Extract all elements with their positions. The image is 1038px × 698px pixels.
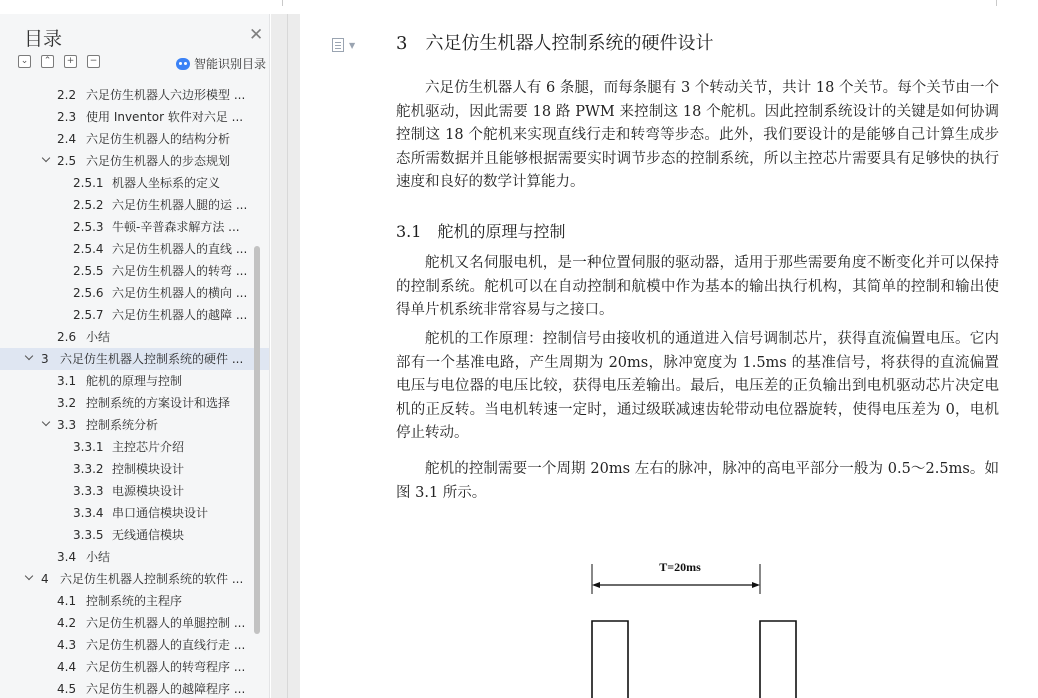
body-paragraph: 舵机的控制需要一个周期 20ms 左右的脉冲，脉冲的高电平部分一般为 0.5～2.5ms。如图 3.1 所示。 <box>396 461 999 501</box>
toc-item-number: 2.5.2 <box>73 198 104 212</box>
toc-item[interactable] <box>0 238 270 260</box>
toc-item[interactable] <box>0 304 270 326</box>
toc-item[interactable] <box>0 348 270 370</box>
toc-item[interactable] <box>0 568 270 590</box>
toc-item-number: 3.3.5 <box>73 528 104 542</box>
up-arrow-icon[interactable]: ⌃ <box>41 55 54 68</box>
toc-item-label: 牛顿-辛普森求解方法 ... <box>112 220 240 234</box>
chevron-down-icon[interactable] <box>42 156 50 164</box>
toc-item-label: 六足仿生机器人控制系统的硬件 ... <box>60 352 244 366</box>
toc-item-number: 3.3.2 <box>73 462 104 476</box>
toc-item-label: 六足仿生机器人的转弯程序 ... <box>86 660 246 674</box>
toc-item-number: 3.3 <box>57 418 77 432</box>
toc-item[interactable] <box>0 590 270 612</box>
chevron-down-icon[interactable]: ▼ <box>349 41 356 50</box>
divider <box>287 14 288 698</box>
chevron-down-icon[interactable] <box>25 354 33 362</box>
toc-item-label: 六足仿生机器人的越障 ... <box>112 308 248 322</box>
toc-item-label: 机器人坐标系的定义 <box>112 176 221 190</box>
toc-item-label: 六足仿生机器人的结构分析 <box>86 132 231 146</box>
chevron-down-icon[interactable] <box>42 420 50 428</box>
collapse-all-icon[interactable]: ⌄ <box>18 55 31 68</box>
section-title: 舵机的原理与控制 <box>437 222 566 241</box>
toc-item-number: 2.4 <box>57 132 77 146</box>
chapter-number: 3 <box>396 33 408 54</box>
toc-item[interactable] <box>0 414 270 436</box>
toc-item[interactable] <box>0 326 270 348</box>
toc-item-number: 2.3 <box>57 110 77 124</box>
toc-item-label: 串口通信模块设计 <box>112 506 209 520</box>
chevron-down-icon[interactable] <box>25 574 33 582</box>
toc-item-label: 小结 <box>86 550 111 564</box>
toc-item[interactable] <box>0 172 270 194</box>
toc-item[interactable] <box>0 436 270 458</box>
document-page <box>300 14 1038 698</box>
intro-paragraph: 六足仿生机器人有 6 条腿，而每条腿有 3 个转动关节，共计 18 个关节。每个关节由一个舵机驱动，因此需要 18 路 PWM 来控制这 18 个舵机。因此控制系统设计的关键是如何协调控制这 18 个舵机来实现直线行走和转弯等步态。此外，我们要设计的是能够自己计算生成步态所需数据并且能够根据需要实时调节步态的控制系统，所以主控芯片需要具有足够快的执行速度和良好的数学计算能力。 <box>396 80 999 191</box>
sidebar-title: 目录 <box>24 28 63 50</box>
toc-item-number: 3.3.4 <box>73 506 104 520</box>
toc-item-label: 六足仿生机器人六边形模型 ... <box>86 88 246 102</box>
toc-item[interactable] <box>0 128 270 150</box>
toc-item-number: 4.2 <box>57 616 77 630</box>
toc-item[interactable] <box>0 260 270 282</box>
pulse-2 <box>760 621 796 698</box>
toc-item-number: 2.5.6 <box>73 286 104 300</box>
sidebar-scrollbar-thumb[interactable] <box>254 246 260 634</box>
toc-item[interactable] <box>0 392 270 414</box>
toc-item[interactable] <box>0 502 270 524</box>
toc-item-number: 2.5.7 <box>73 308 104 322</box>
toc-item-label: 控制系统的方案设计和选择 <box>86 396 231 410</box>
toc-item[interactable] <box>0 84 270 106</box>
toc-item-label: 六足仿生机器人的单腿控制 ... <box>86 616 246 630</box>
toc-item-label: 电源模块设计 <box>112 484 185 498</box>
toc-item-label: 控制模块设计 <box>112 462 185 476</box>
toc-item-number: 3.3.3 <box>73 484 104 498</box>
toc-item[interactable] <box>0 634 270 656</box>
pulse-1 <box>592 621 628 698</box>
top-ruler-strip <box>0 0 1038 14</box>
body-paragraph: 舵机的工作原理：控制信号由接收机的通道进入信号调制芯片，获得直流偏置电压。它内部有一个基准电路，产生周期为 20ms，脉冲宽度为 1.5ms 的基准信号，将获得的直流偏置电压与电位器的电压比较，获得电压差输出。最后，电压差的正负输出到电机驱动芯片决定电机的正反转。当电机转速一定时，通过级联减速齿轮带动电位器旋转，使得电压差为 0，电机停止转动。 <box>396 331 999 442</box>
toc-sidebar <box>0 14 270 698</box>
pulse-waveform-figure <box>580 554 810 698</box>
toc-item-number: 2.5 <box>57 154 77 168</box>
toc-item-number: 2.5.1 <box>73 176 104 190</box>
toc-item[interactable] <box>0 480 270 502</box>
toc-item-label: 无线通信模块 <box>112 528 185 542</box>
toc-item-label: 六足仿生机器人腿的运 ... <box>112 198 248 212</box>
toc-item-label: 六足仿生机器人的直线行走 ... <box>86 638 246 652</box>
toc-item[interactable] <box>0 194 270 216</box>
section-heading <box>396 219 565 242</box>
section-number: 3.1 <box>396 222 422 241</box>
arrow-head-right <box>752 582 760 588</box>
period-label: T=20ms <box>659 560 701 574</box>
toc-item-number: 4.4 <box>57 660 77 674</box>
toc-item-label: 六足仿生机器人的横向 ... <box>112 286 248 300</box>
document-icon[interactable] <box>332 38 344 52</box>
toc-item-label: 控制系统分析 <box>86 418 159 432</box>
collapse-icon[interactable]: − <box>87 55 100 68</box>
toc-item-number: 3.1 <box>57 374 77 388</box>
toc-item[interactable] <box>0 656 270 678</box>
expand-icon[interactable]: + <box>64 55 77 68</box>
toc-item[interactable] <box>0 106 270 128</box>
ruler-tick <box>282 0 283 6</box>
toc-item[interactable] <box>0 458 270 480</box>
toc-item-number: 4.1 <box>57 594 77 608</box>
robot-icon <box>176 58 190 70</box>
toc-item-label: 六足仿生机器人的转弯 ... <box>112 264 248 278</box>
toc-item-label: 小结 <box>86 330 111 344</box>
chapter-heading <box>396 29 713 55</box>
toc-item-number: 3 <box>41 352 49 366</box>
smart-toc-button[interactable] <box>176 55 266 72</box>
toc-list <box>0 84 270 698</box>
ruler-tick <box>996 0 997 6</box>
close-icon[interactable]: ✕ <box>249 25 264 45</box>
toc-item-number: 4 <box>41 572 49 586</box>
toc-item-label: 六足仿生机器人的越障程序 ... <box>86 682 246 696</box>
toc-item[interactable] <box>0 546 270 568</box>
toc-item-label: 主控芯片介绍 <box>112 440 185 454</box>
toc-item-number: 2.5.4 <box>73 242 104 256</box>
toc-item[interactable] <box>0 216 270 238</box>
toc-item-label: 六足仿生机器人控制系统的软件 ... <box>60 572 244 586</box>
toc-item[interactable] <box>0 282 270 304</box>
toc-toolbar <box>18 55 100 68</box>
toc-item[interactable] <box>0 150 270 172</box>
toc-item-label: 六足仿生机器人的直线 ... <box>112 242 248 256</box>
smart-toc-label: 智能识别目录 <box>194 57 267 71</box>
toc-item-label: 舵机的原理与控制 <box>86 374 183 388</box>
toc-item-label: 六足仿生机器人的步态规划 <box>86 154 231 168</box>
toc-item-number: 3.3.1 <box>73 440 104 454</box>
toc-item[interactable] <box>0 678 270 698</box>
body-paragraph: 舵机又名伺服电机，是一种位置伺服的驱动器，适用于那些需要角度不断变化并可以保持的控制系统。舵机可以在自动控制和航模中作为基本的输出执行机构，其简单的控制和输出使得单片机系统非常容易与之接口。 <box>396 255 999 319</box>
arrow-head-left <box>592 582 600 588</box>
toc-item-number: 4.5 <box>57 682 77 696</box>
toc-item-number: 2.5.5 <box>73 264 104 278</box>
chapter-title: 六足仿生机器人控制系统的硬件设计 <box>425 33 714 54</box>
toc-item[interactable] <box>0 370 270 392</box>
toc-item[interactable] <box>0 524 270 546</box>
toc-item-label: 使用 Inventor 软件对六足 ... <box>86 110 244 124</box>
toc-item-number: 3.2 <box>57 396 77 410</box>
toc-item-number: 2.6 <box>57 330 77 344</box>
toc-item-label: 控制系统的主程序 <box>86 594 183 608</box>
toc-item-number: 4.3 <box>57 638 77 652</box>
toc-item-number: 2.2 <box>57 88 77 102</box>
toc-item[interactable] <box>0 612 270 634</box>
toc-item-number: 2.5.3 <box>73 220 104 234</box>
toc-item-number: 3.4 <box>57 550 77 564</box>
page-gutter <box>271 14 300 698</box>
